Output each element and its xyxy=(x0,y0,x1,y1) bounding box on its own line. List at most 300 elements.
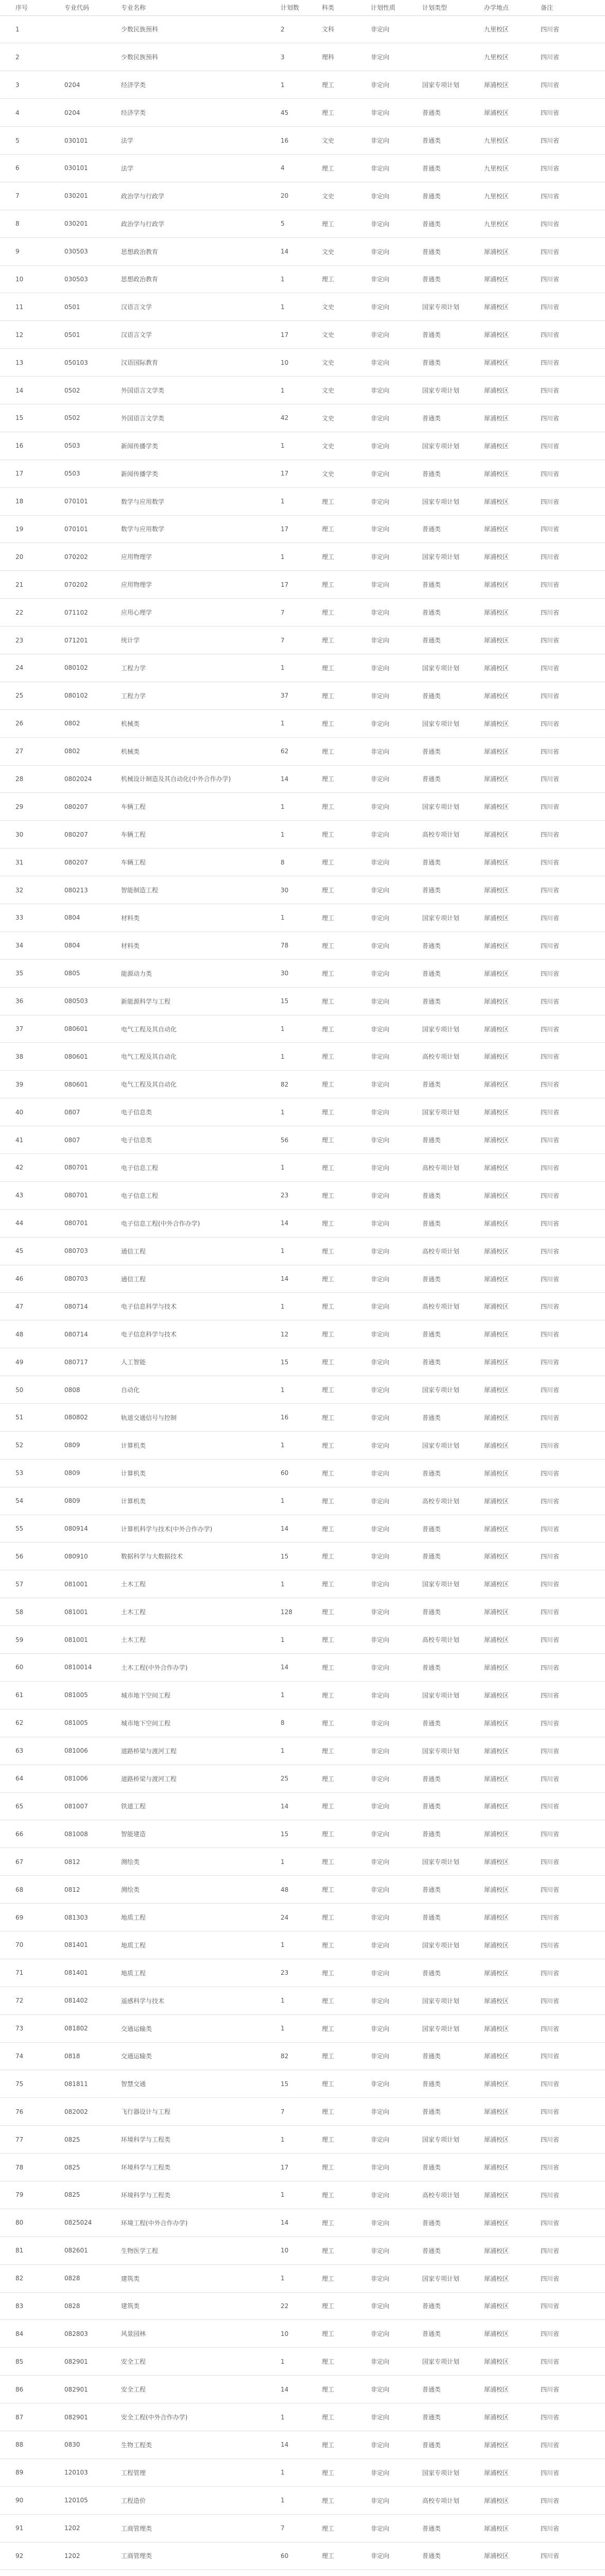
cell-remark: 四川省 xyxy=(525,2264,605,2292)
cell-plan-type: 普通类 xyxy=(407,99,469,127)
table-row xyxy=(0,43,605,71)
table-row xyxy=(0,1015,605,1043)
cell-plan-count: 17 xyxy=(265,515,306,543)
cell-plan-count: 15 xyxy=(265,1543,306,1570)
cell-index: 88 xyxy=(0,2431,49,2459)
cell-major-code: 080703 xyxy=(49,1265,106,1293)
cell-major-name: 环境科学与工程类 xyxy=(106,2181,265,2209)
cell-plan-type: 普通类 xyxy=(407,1820,469,1848)
cell-major-name: 新闻传播学类 xyxy=(106,432,265,460)
table-row xyxy=(0,182,605,210)
cell-plan-type: 高校专项计划 xyxy=(407,1293,469,1320)
cell-index: 15 xyxy=(0,404,49,432)
cell-subject-category: 理工 xyxy=(306,849,355,876)
cell-plan-type: 普通类 xyxy=(407,2292,469,2320)
table-row xyxy=(0,1959,605,1987)
cell-remark: 四川省 xyxy=(525,765,605,793)
cell-major-name: 机械类 xyxy=(106,737,265,765)
cell-plan-nature: 非定向 xyxy=(355,2486,407,2514)
table-row xyxy=(0,1209,605,1237)
cell-major-name: 车辆工程 xyxy=(106,793,265,821)
cell-plan-count: 14 xyxy=(265,765,306,793)
cell-major-name: 经济学类 xyxy=(106,71,265,99)
cell-subject-category: 理工 xyxy=(306,99,355,127)
cell-remark: 四川省 xyxy=(525,2070,605,2098)
cell-index: 84 xyxy=(0,2320,49,2348)
cell-major-name: 电子信息工程 xyxy=(106,1154,265,1182)
column-header-plan-nature: 计划性质 xyxy=(355,0,407,15)
cell-plan-type: 国家专项计划 xyxy=(407,1681,469,1709)
cell-subject-category: 理科 xyxy=(306,43,355,71)
cell-plan-nature: 非定向 xyxy=(355,2320,407,2348)
cell-major-code: 0828 xyxy=(49,2264,106,2292)
cell-campus: 犀浦校区 xyxy=(469,1043,525,1071)
cell-plan-count: 15 xyxy=(265,987,306,1015)
cell-plan-count: 30 xyxy=(265,959,306,987)
cell-remark: 四川省 xyxy=(525,71,605,99)
cell-major-code: 081005 xyxy=(49,1709,106,1737)
cell-major-name: 地质工程 xyxy=(106,1931,265,1959)
cell-major-name: 汉语国际教育 xyxy=(106,349,265,377)
cell-plan-count: 16 xyxy=(265,1404,306,1432)
cell-campus: 犀浦校区 xyxy=(469,571,525,599)
cell-subject-category: 文史 xyxy=(306,182,355,210)
cell-major-name: 应用物理学 xyxy=(106,571,265,599)
cell-plan-nature: 非定向 xyxy=(355,1681,407,1709)
cell-campus: 九里校区 xyxy=(469,15,525,43)
cell-remark: 四川省 xyxy=(525,959,605,987)
cell-index: 41 xyxy=(0,1126,49,1154)
cell-plan-type: 高校专项计划 xyxy=(407,2486,469,2514)
cell-subject-category: 文史 xyxy=(306,321,355,349)
cell-major-name: 电子信息工程 xyxy=(106,1181,265,1209)
cell-plan-type: 普通类 xyxy=(407,931,469,959)
cell-major-name: 遥感科学与技术 xyxy=(106,1987,265,2014)
cell-plan-nature: 非定向 xyxy=(355,1320,407,1348)
cell-plan-type: 普通类 xyxy=(407,1515,469,1543)
cell-plan-nature: 非定向 xyxy=(355,2348,407,2376)
cell-index: 85 xyxy=(0,2348,49,2376)
cell-major-code: 050103 xyxy=(49,349,106,377)
cell-index: 80 xyxy=(0,2209,49,2236)
cell-campus: 犀浦校区 xyxy=(469,876,525,904)
cell-remark: 四川省 xyxy=(525,2514,605,2542)
cell-remark: 四川省 xyxy=(525,404,605,432)
cell-plan-type: 普通类 xyxy=(407,1320,469,1348)
cell-plan-type: 普通类 xyxy=(407,404,469,432)
cell-plan-nature: 非定向 xyxy=(355,2126,407,2154)
cell-plan-nature: 非定向 xyxy=(355,404,407,432)
cell-campus: 犀浦校区 xyxy=(469,765,525,793)
cell-subject-category: 理工 xyxy=(306,571,355,599)
table-row xyxy=(0,1404,605,1432)
cell-plan-type: 普通类 xyxy=(407,2209,469,2236)
table-row xyxy=(0,321,605,349)
cell-campus: 犀浦校区 xyxy=(469,2486,525,2514)
table-row xyxy=(0,15,605,43)
cell-remark: 四川省 xyxy=(525,1931,605,1959)
table-row xyxy=(0,931,605,959)
cell-plan-count: 1 xyxy=(265,2181,306,2209)
table-row xyxy=(0,1126,605,1154)
column-header-major-name: 专业名称 xyxy=(106,0,265,15)
cell-remark: 四川省 xyxy=(525,1792,605,1820)
cell-subject-category: 理工 xyxy=(306,1515,355,1543)
cell-plan-count: 20 xyxy=(265,182,306,210)
cell-plan-type: 高校专项计划 xyxy=(407,1487,469,1515)
cell-plan-nature: 非定向 xyxy=(355,682,407,709)
table-row xyxy=(0,1765,605,1792)
cell-major-code: 0810014 xyxy=(49,1654,106,1682)
cell-campus: 犀浦校区 xyxy=(469,1071,525,1098)
cell-subject-category: 理工 xyxy=(306,1598,355,1626)
cell-subject-category: 理工 xyxy=(306,2403,355,2431)
cell-major-code: 081402 xyxy=(49,1987,106,2014)
cell-plan-type: 国家专项计划 xyxy=(407,2459,469,2486)
cell-major-name: 政治学与行政学 xyxy=(106,182,265,210)
cell-major-name: 电子信息工程(中外合作办学) xyxy=(106,1209,265,1237)
cell-major-code: 082002 xyxy=(49,2098,106,2126)
cell-subject-category: 理工 xyxy=(306,1792,355,1820)
cell-major-name: 机械设计制造及其自动化(中外合作办学) xyxy=(106,765,265,793)
cell-plan-nature: 非定向 xyxy=(355,1792,407,1820)
table-row xyxy=(0,127,605,155)
cell-major-name: 电气工程及其自动化 xyxy=(106,1043,265,1071)
cell-major-code: 0807 xyxy=(49,1098,106,1126)
cell-subject-category: 理工 xyxy=(306,793,355,821)
cell-remark: 四川省 xyxy=(525,238,605,265)
cell-plan-nature: 非定向 xyxy=(355,2514,407,2542)
cell-major-name: 新能源科学与工程 xyxy=(106,987,265,1015)
cell-remark: 四川省 xyxy=(525,1765,605,1792)
cell-major-code: 070202 xyxy=(49,543,106,571)
cell-plan-nature: 非定向 xyxy=(355,1431,407,1459)
cell-subject-category: 理工 xyxy=(306,154,355,182)
cell-plan-count: 1 xyxy=(265,2264,306,2292)
cell-plan-count: 16 xyxy=(265,127,306,155)
cell-major-name: 汉语言文学 xyxy=(106,293,265,321)
cell-plan-count: 23 xyxy=(265,1959,306,1987)
cell-remark: 四川省 xyxy=(525,515,605,543)
cell-major-code: 080701 xyxy=(49,1154,106,1182)
cell-remark: 四川省 xyxy=(525,2042,605,2070)
cell-plan-type: 普通类 xyxy=(407,1598,469,1626)
cell-remark: 四川省 xyxy=(525,2348,605,2376)
cell-index: 63 xyxy=(0,1737,49,1765)
cell-major-code: 081303 xyxy=(49,1904,106,1931)
cell-subject-category: 理工 xyxy=(306,2181,355,2209)
cell-index: 61 xyxy=(0,1681,49,1709)
table-row xyxy=(0,2459,605,2486)
table-row xyxy=(0,1154,605,1182)
cell-plan-count: 17 xyxy=(265,2154,306,2181)
cell-plan-type: 普通类 xyxy=(407,765,469,793)
cell-remark: 四川省 xyxy=(525,1904,605,1931)
cell-major-code: 080802 xyxy=(49,1404,106,1432)
cell-index: 14 xyxy=(0,377,49,404)
cell-campus: 犀浦校区 xyxy=(469,2236,525,2264)
cell-campus: 犀浦校区 xyxy=(469,959,525,987)
cell-major-name: 材料类 xyxy=(106,931,265,959)
cell-subject-category: 理工 xyxy=(306,2264,355,2292)
column-header-subject-category: 科类 xyxy=(306,0,355,15)
cell-campus: 犀浦校区 xyxy=(469,987,525,1015)
cell-subject-category: 理工 xyxy=(306,654,355,682)
cell-remark: 四川省 xyxy=(525,1126,605,1154)
cell-major-name: 工程管理 xyxy=(106,2459,265,2486)
cell-plan-nature: 非定向 xyxy=(355,1543,407,1570)
cell-plan-count: 1 xyxy=(265,1737,306,1765)
cell-campus: 犀浦校区 xyxy=(469,1765,525,1792)
cell-major-name: 智能建造 xyxy=(106,1820,265,1848)
cell-plan-nature: 非定向 xyxy=(355,265,407,293)
table-row xyxy=(0,1987,605,2014)
cell-plan-nature: 非定向 xyxy=(355,1987,407,2014)
cell-plan-nature: 非定向 xyxy=(355,876,407,904)
cell-campus: 犀浦校区 xyxy=(469,543,525,571)
cell-plan-nature: 非定向 xyxy=(355,1765,407,1792)
cell-plan-type: 高校专项计划 xyxy=(407,1043,469,1071)
cell-plan-count: 1 xyxy=(265,543,306,571)
cell-plan-count: 14 xyxy=(265,1515,306,1543)
cell-index: 89 xyxy=(0,2459,49,2486)
cell-index: 33 xyxy=(0,904,49,932)
cell-plan-count: 10 xyxy=(265,2320,306,2348)
cell-plan-nature: 非定向 xyxy=(355,1098,407,1126)
cell-subject-category: 理工 xyxy=(306,1987,355,2014)
cell-major-name: 人工智能 xyxy=(106,1348,265,1376)
cell-plan-nature: 非定向 xyxy=(355,1376,407,1404)
cell-remark: 四川省 xyxy=(525,2014,605,2042)
table-row xyxy=(0,1709,605,1737)
cell-plan-type: 普通类 xyxy=(407,1765,469,1792)
cell-plan-type: 国家专项计划 xyxy=(407,2126,469,2154)
cell-plan-count: 2 xyxy=(265,15,306,43)
cell-plan-type: 普通类 xyxy=(407,1126,469,1154)
cell-campus: 犀浦校区 xyxy=(469,2542,525,2570)
cell-campus: 犀浦校区 xyxy=(469,931,525,959)
table-row xyxy=(0,2209,605,2236)
cell-remark: 四川省 xyxy=(525,2181,605,2209)
cell-remark: 四川省 xyxy=(525,849,605,876)
cell-campus: 犀浦校区 xyxy=(469,2292,525,2320)
cell-subject-category: 理工 xyxy=(306,1459,355,1487)
cell-plan-type: 普通类 xyxy=(407,2154,469,2181)
cell-index: 65 xyxy=(0,1792,49,1820)
cell-index: 29 xyxy=(0,793,49,821)
cell-subject-category: 理工 xyxy=(306,1098,355,1126)
cell-subject-category: 理工 xyxy=(306,1043,355,1071)
cell-subject-category: 理工 xyxy=(306,265,355,293)
cell-plan-count: 14 xyxy=(265,238,306,265)
cell-major-code: 030503 xyxy=(49,265,106,293)
table-row xyxy=(0,515,605,543)
cell-major-name: 计算机类 xyxy=(106,1431,265,1459)
cell-campus: 犀浦校区 xyxy=(469,377,525,404)
cell-plan-count: 14 xyxy=(265,1209,306,1237)
cell-major-code: 071201 xyxy=(49,626,106,654)
table-row xyxy=(0,2154,605,2181)
cell-plan-nature: 非定向 xyxy=(355,1848,407,1876)
cell-plan-count: 1 xyxy=(265,793,306,821)
cell-subject-category: 理工 xyxy=(306,1820,355,1848)
cell-plan-type: 普通类 xyxy=(407,2320,469,2348)
table-row xyxy=(0,2126,605,2154)
cell-plan-type: 普通类 xyxy=(407,1459,469,1487)
cell-major-code: 0805 xyxy=(49,959,106,987)
cell-subject-category: 理工 xyxy=(306,1681,355,1709)
cell-plan-nature: 非定向 xyxy=(355,1043,407,1071)
cell-plan-type xyxy=(407,2570,469,2576)
cell-subject-category: 理工 xyxy=(306,2376,355,2403)
cell-plan-type: 普通类 xyxy=(407,182,469,210)
cell-subject-category: 文史 xyxy=(306,127,355,155)
cell-index: 45 xyxy=(0,1237,49,1265)
cell-plan-nature: 非定向 xyxy=(355,293,407,321)
cell-major-name: 应用物理学 xyxy=(106,543,265,571)
cell-plan-nature: 非定向 xyxy=(355,127,407,155)
cell-plan-count: 1 xyxy=(265,2126,306,2154)
cell-major-code: 030201 xyxy=(49,182,106,210)
cell-subject-category: 理工 xyxy=(306,2459,355,2486)
cell-major-name xyxy=(106,2570,265,2576)
table-row xyxy=(0,709,605,737)
cell-subject-category: 文史 xyxy=(306,460,355,487)
cell-plan-nature: 非定向 xyxy=(355,1404,407,1432)
cell-index: 86 xyxy=(0,2376,49,2403)
cell-major-name: 环境工程(中外合作办学) xyxy=(106,2209,265,2236)
cell-plan-type: 普通类 xyxy=(407,2514,469,2542)
table-row xyxy=(0,2014,605,2042)
cell-subject-category: 理工 xyxy=(306,1015,355,1043)
cell-subject-category: 理工 xyxy=(306,1876,355,1904)
cell-plan-nature: 非定向 xyxy=(355,321,407,349)
cell-plan-type: 普通类 xyxy=(407,1265,469,1293)
cell-remark: 四川省 xyxy=(525,599,605,626)
cell-plan-type: 国家专项计划 xyxy=(407,2348,469,2376)
cell-major-code: 1202 xyxy=(49,2542,106,2570)
cell-major-name: 测绘类 xyxy=(106,1876,265,1904)
cell-remark: 四川省 xyxy=(525,2209,605,2236)
cell-plan-type: 国家专项计划 xyxy=(407,1015,469,1043)
cell-plan-type: 普通类 xyxy=(407,1709,469,1737)
cell-plan-type: 普通类 xyxy=(407,2542,469,2570)
cell-index: 42 xyxy=(0,1154,49,1182)
cell-plan-type: 普通类 xyxy=(407,626,469,654)
cell-plan-nature: 非定向 xyxy=(355,1293,407,1320)
cell-campus: 犀浦校区 xyxy=(469,1515,525,1543)
cell-plan-nature: 非定向 xyxy=(355,1459,407,1487)
cell-major-code: 082901 xyxy=(49,2376,106,2403)
cell-major-name: 电子信息科学与技术 xyxy=(106,1320,265,1348)
cell-major-code: 080601 xyxy=(49,1015,106,1043)
cell-subject-category: 理工 xyxy=(306,1404,355,1432)
cell-major-name: 飞行器设计与工程 xyxy=(106,2098,265,2126)
cell-plan-type: 国家专项计划 xyxy=(407,487,469,515)
cell-remark: 四川省 xyxy=(525,1543,605,1570)
cell-index: 30 xyxy=(0,821,49,849)
cell-plan-nature: 非定向 xyxy=(355,2098,407,2126)
cell-major-name: 智慧交通 xyxy=(106,2070,265,2098)
table-row xyxy=(0,432,605,460)
cell-plan-type: 国家专项计划 xyxy=(407,71,469,99)
cell-index: 46 xyxy=(0,1265,49,1293)
cell-campus: 犀浦校区 xyxy=(469,2403,525,2431)
cell-plan-count: 7 xyxy=(265,599,306,626)
cell-major-code: 0830 xyxy=(49,2431,106,2459)
cell-major-name: 统计学 xyxy=(106,626,265,654)
cell-plan-type: 普通类 xyxy=(407,2042,469,2070)
cell-index: 57 xyxy=(0,1570,49,1598)
cell-plan-nature: 非定向 xyxy=(355,1820,407,1848)
cell-plan-nature: 非定向 xyxy=(355,43,407,71)
table-row xyxy=(0,626,605,654)
cell-plan-type: 普通类 xyxy=(407,321,469,349)
cell-plan-nature: 非定向 xyxy=(355,1931,407,1959)
cell-remark: 四川省 xyxy=(525,1181,605,1209)
cell-plan-count: 1 xyxy=(265,265,306,293)
cell-major-name: 工程造价 xyxy=(106,2486,265,2514)
cell-major-code: 0809 xyxy=(49,1487,106,1515)
cell-index: 76 xyxy=(0,2098,49,2126)
cell-plan-count: 42 xyxy=(265,404,306,432)
cell-campus: 犀浦校区 xyxy=(469,849,525,876)
cell-plan-type: 国家专项计划 xyxy=(407,1431,469,1459)
cell-subject-category: 理工 xyxy=(306,1848,355,1876)
cell-plan-count: 1 xyxy=(265,1098,306,1126)
cell-major-code: 030503 xyxy=(49,238,106,265)
cell-plan-count: 60 xyxy=(265,1459,306,1487)
cell-remark: 四川省 xyxy=(525,1848,605,1876)
cell-campus: 犀浦校区 xyxy=(469,487,525,515)
cell-index: 66 xyxy=(0,1820,49,1848)
cell-index: 43 xyxy=(0,1181,49,1209)
cell-plan-nature: 非定向 xyxy=(355,238,407,265)
cell-remark: 四川省 xyxy=(525,43,605,71)
cell-major-name: 汉语言文学 xyxy=(106,321,265,349)
cell-index: 25 xyxy=(0,682,49,709)
cell-major-code: 0812 xyxy=(49,1876,106,1904)
cell-campus: 犀浦校区 xyxy=(469,1959,525,1987)
cell-subject-category: 理工 xyxy=(306,1209,355,1237)
cell-major-code: 120105 xyxy=(49,2486,106,2514)
cell-plan-type: 普通类 xyxy=(407,1209,469,1237)
cell-major-code: 080701 xyxy=(49,1209,106,1237)
cell-plan-type: 国家专项计划 xyxy=(407,2014,469,2042)
cell-index: 50 xyxy=(0,1376,49,1404)
table-body xyxy=(0,15,605,2576)
cell-subject-category: 理工 xyxy=(306,876,355,904)
table-row xyxy=(0,349,605,377)
cell-major-name: 工程力学 xyxy=(106,654,265,682)
cell-major-name: 材料类 xyxy=(106,904,265,932)
cell-subject-category: 理工 xyxy=(306,626,355,654)
cell-plan-nature: 非定向 xyxy=(355,2070,407,2098)
cell-plan-nature: 非定向 xyxy=(355,2431,407,2459)
cell-major-code xyxy=(49,15,106,43)
cell-plan-nature: 非定向 xyxy=(355,1709,407,1737)
cell-major-name: 城市地下空间工程 xyxy=(106,1709,265,1737)
cell-plan-nature: 非定向 xyxy=(355,765,407,793)
cell-plan-count: 14 xyxy=(265,1265,306,1293)
cell-major-code: 081005 xyxy=(49,1681,106,1709)
cell-index: 74 xyxy=(0,2042,49,2070)
cell-remark: 四川省 xyxy=(525,265,605,293)
table-row xyxy=(0,1098,605,1126)
cell-campus: 犀浦校区 xyxy=(469,321,525,349)
cell-remark: 四川省 xyxy=(525,1626,605,1654)
cell-index: 22 xyxy=(0,599,49,626)
